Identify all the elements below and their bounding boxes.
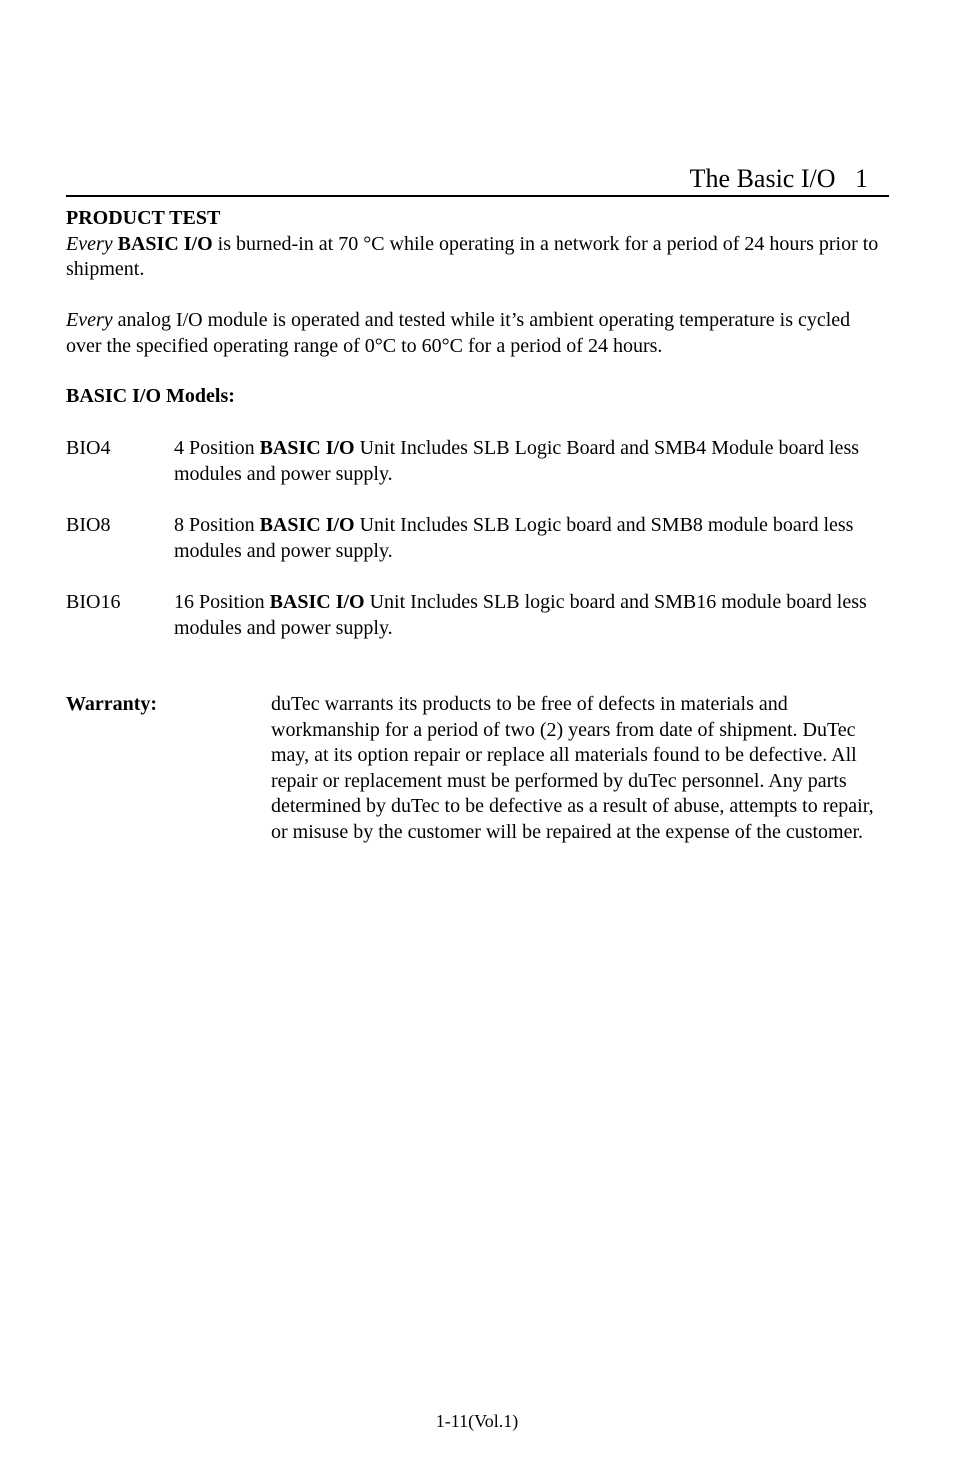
model-description: [174, 436, 890, 487]
basic-io-term: BASIC I/O: [269, 591, 365, 613]
model-desc-text: Unit Includes SLB Logic board and SMB8 module board less modules and power supply.: [174, 514, 854, 562]
header-rule: [66, 195, 889, 197]
every-emphasis: Every: [66, 232, 113, 255]
model-code: BIO4: [66, 437, 111, 459]
model-prefix: 4 Position: [174, 437, 260, 459]
page-header-title: The Basic I/O 1: [689, 164, 868, 193]
model-desc-text: Unit Includes SLB Logic Board and SMB4 Module board less modules and power supply.: [174, 437, 860, 485]
burn-in-text: is burned-in at 70 °C while operating in a network for a period of 24 hours prior to shipment.: [66, 232, 879, 280]
model-code: BIO16: [66, 591, 121, 613]
product-test-section: [66, 206, 889, 283]
model-prefix: 8 Position: [174, 514, 260, 536]
warranty-label: Warranty:: [66, 693, 158, 715]
model-desc-text: Unit Includes SLB logic board and SMB16 module board less modules and power supply.: [174, 591, 867, 639]
burn-in-paragraph: [66, 232, 889, 283]
analog-test-paragraph: [66, 308, 889, 359]
basic-io-term: BASIC I/O: [259, 514, 355, 536]
model-description: [174, 590, 890, 641]
model-description: [174, 513, 890, 564]
product-test-heading: PRODUCT TEST: [66, 207, 221, 229]
analog-test-text: analog I/O module is operated and tested while it’s ambient operating temperature is cycled over the specified operating range of 0°C to 60°C for a period of 24 hours.: [66, 309, 851, 357]
every-emphasis: Every: [66, 309, 113, 331]
page-number: 1-11(Vol.1): [435, 1411, 519, 1431]
basic-io-term: BASIC I/O: [259, 437, 355, 459]
models-heading: BASIC I/O Models:: [66, 385, 235, 407]
basic-io-term: BASIC I/O: [117, 232, 213, 255]
model-prefix: 16 Position: [174, 591, 270, 613]
warranty-text: duTec warrants its products to be free of defects in materials and workmanship for a period of two (2) years from date of shipment. DuTec may, at its option repair or replace all materials found to be defective. All repair or replacement must be performed by duTec personnel. Any parts determined by duTec to be defective as a result of abuse, attempts to repair, or misuse by the customer will be repaired at the expense of the customer.: [271, 693, 874, 843]
model-code: BIO8: [66, 514, 111, 536]
